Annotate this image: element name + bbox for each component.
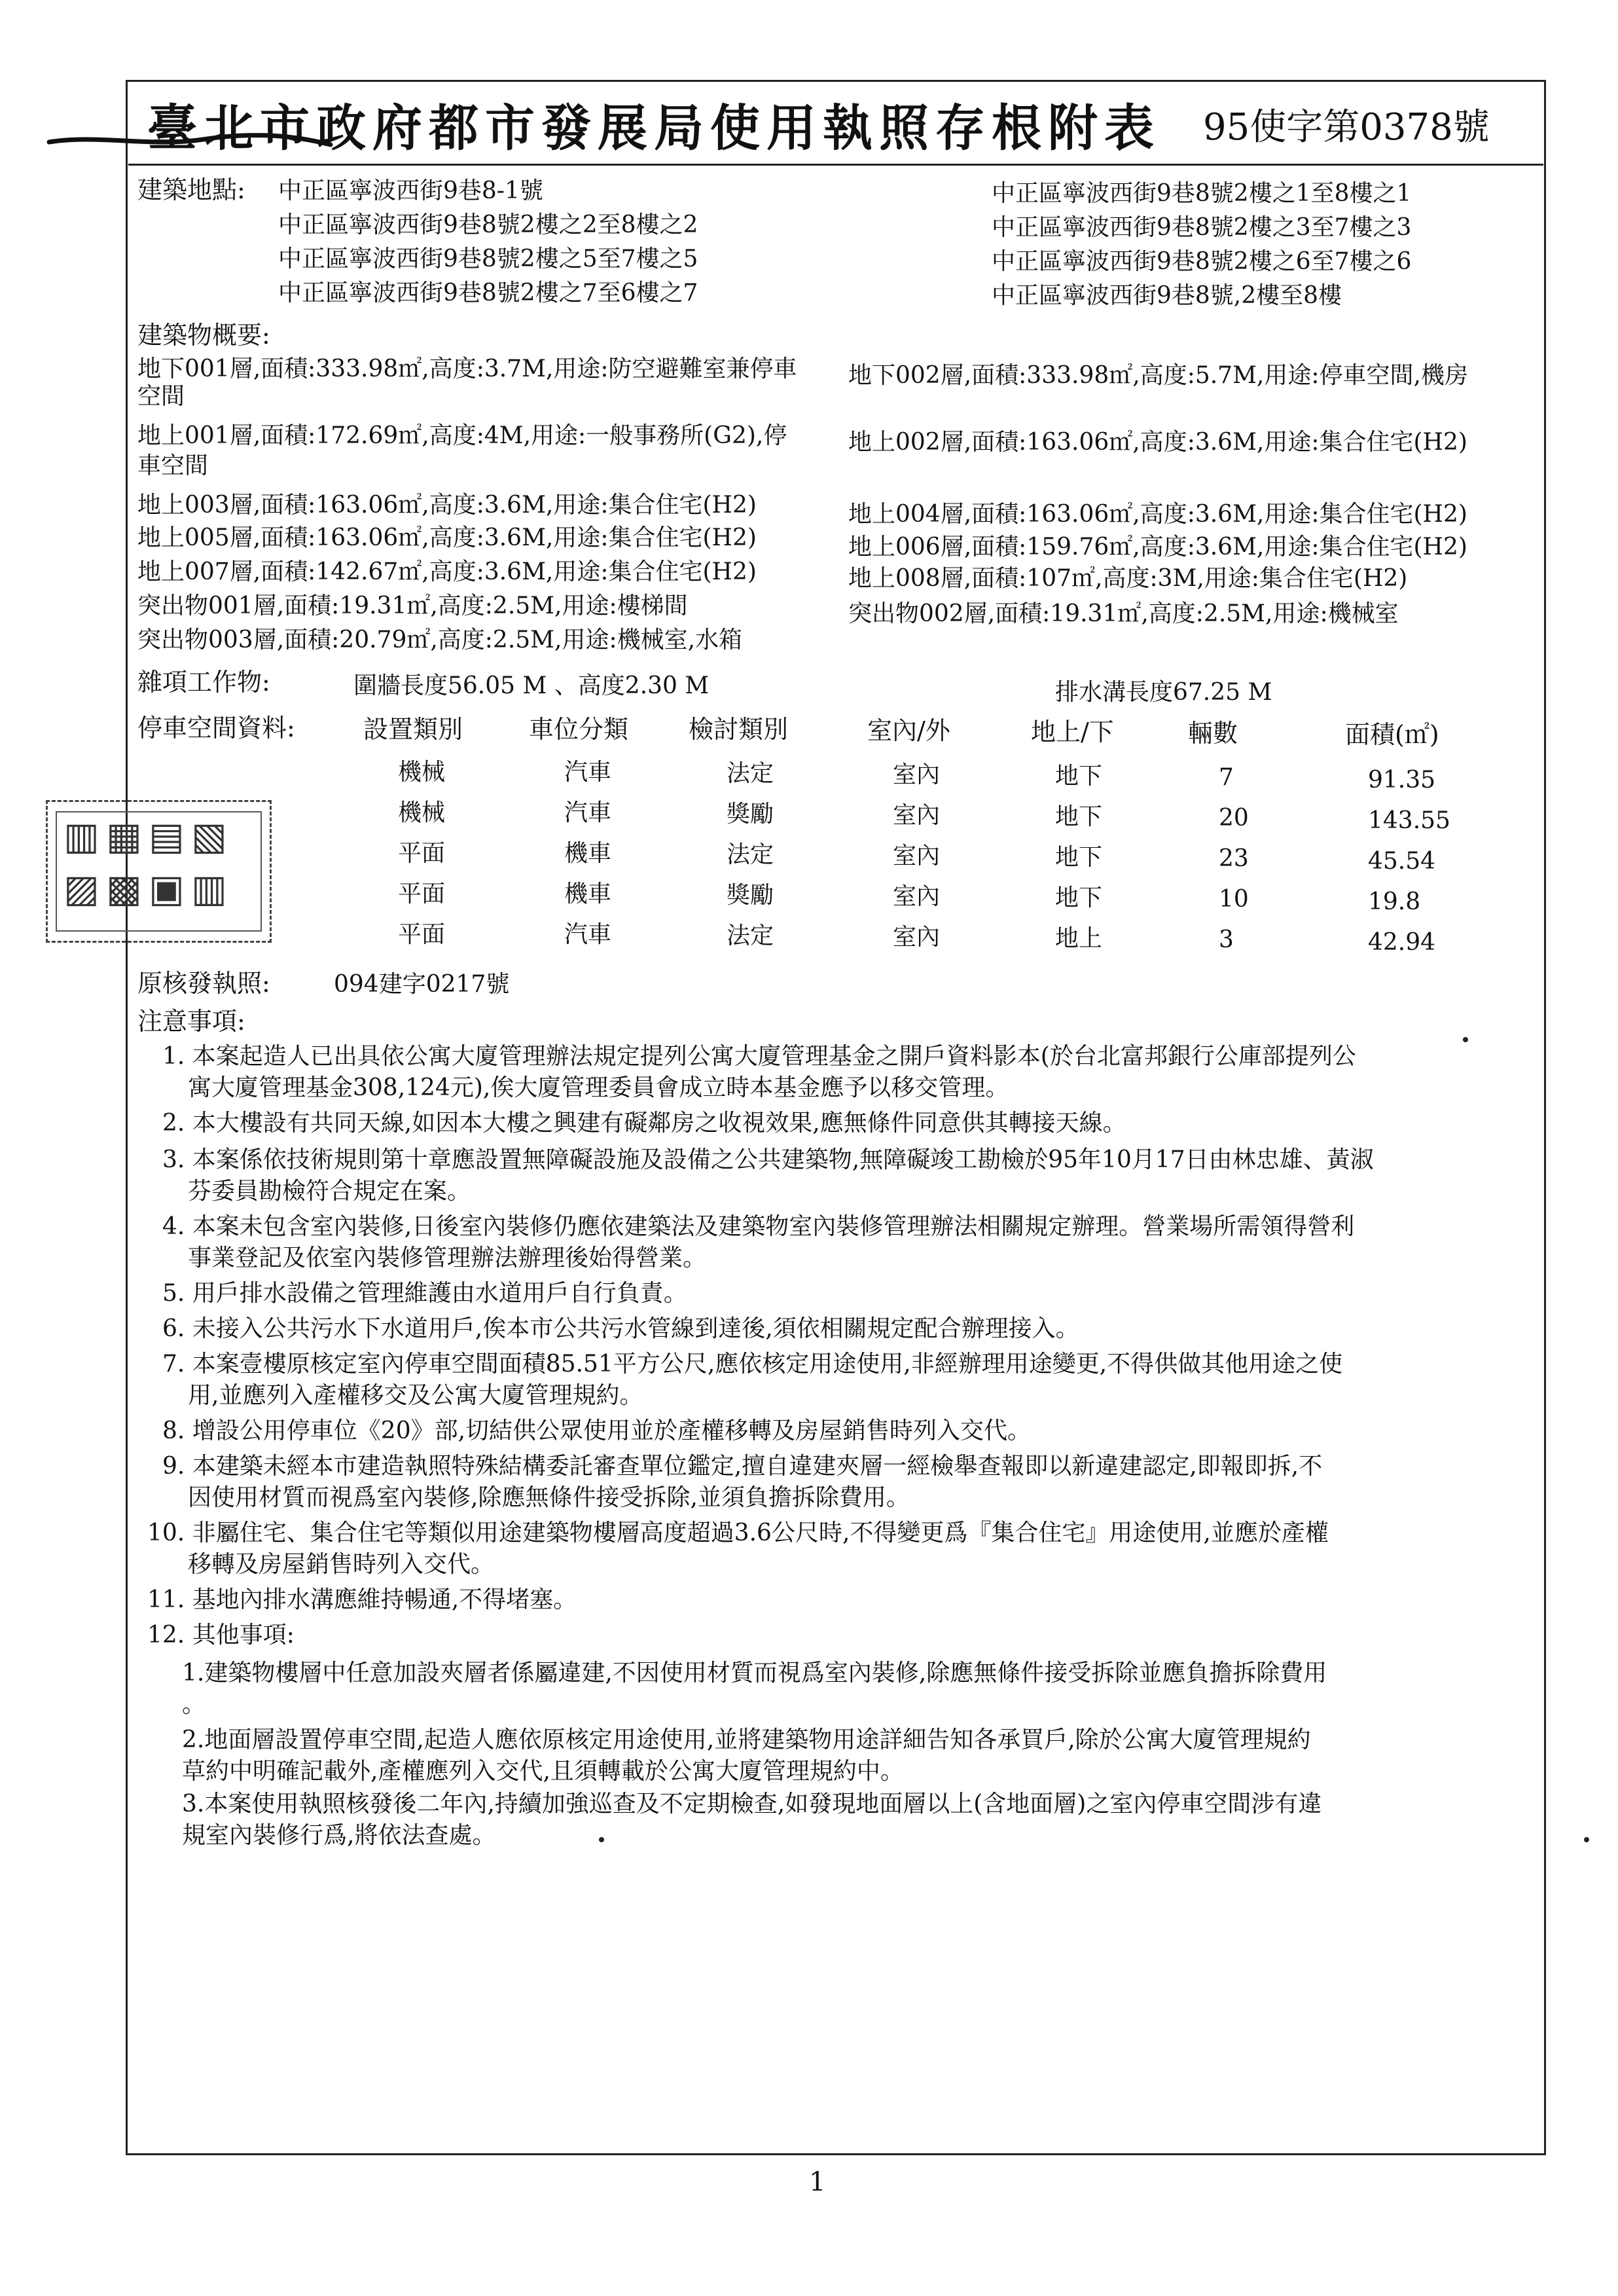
note-line: 2. 本大樓設有共同天線,如因本大樓之興建有礙鄰房之收視效果,應無條件同意供其轉接天線。	[162, 1110, 1126, 1137]
parking-cell: 汽車	[564, 921, 612, 948]
parking-cell: 42.94	[1368, 929, 1436, 956]
official-seal-stamp: ▥ ▦ ▤ ▧ ▨ ▩ ▣ ▥	[46, 800, 272, 943]
parking-cell: 地上	[1055, 925, 1103, 952]
note-line: 3. 本案係依技術規則第十章應設置無障礙設施及設備之公共建築物,無障礙竣工勘檢於95年10月17日由林忠雄、黃淑	[162, 1146, 1374, 1173]
parking-cell: 室內	[893, 843, 941, 869]
parking-cell: 室內	[893, 883, 941, 910]
parking-cell: 汽車	[564, 799, 612, 826]
address-left-1: 中正區寧波西街9巷8-1號	[278, 177, 543, 204]
parking-cell: 法定	[727, 841, 774, 868]
other-note-line: 草約中明確記載外,產權應列入交代,且須轉載於公寓大廈管理規約中。	[182, 1758, 904, 1785]
floor-f1-cont: 車空間	[137, 452, 209, 479]
parking-cell: 機車	[564, 840, 612, 867]
parking-cell: 室內	[893, 761, 941, 788]
note-line: 1. 本案起造人已出具依公寓大廈管理辦法規定提列公寓大廈管理基金之開戶資料影本(於台北富邦銀行公庫部提列公	[162, 1043, 1356, 1070]
note-line: 12. 其他事項:	[147, 1622, 295, 1649]
parking-cell: 地下	[1055, 844, 1103, 871]
title-divider	[128, 164, 1543, 166]
note-line: 11. 基地內排水溝應維持暢通,不得堵塞。	[147, 1586, 577, 1613]
address-left-3: 中正區寧波西街9巷8號2樓之5至7樓之5	[278, 246, 698, 272]
floor-b1: 地下001層,面積:333.98㎡,高度:3.7M,用途:防空避難室兼停車	[137, 355, 797, 382]
page-number: 1	[809, 2167, 826, 2197]
address-left-2: 中正區寧波西街9巷8號2樓之2至8樓之2	[278, 211, 698, 238]
parking-cell: 法定	[727, 922, 774, 949]
parking-label: 停車空間資料:	[137, 714, 295, 742]
address-right-1: 中正區寧波西街9巷8號2樓之1至8樓之1	[992, 180, 1412, 207]
floor-b2: 地下002層,面積:333.98㎡,高度:5.7M,用途:停車空間,機房	[848, 362, 1468, 389]
parking-cell: 汽車	[564, 759, 612, 786]
parking-cell: 20	[1219, 805, 1249, 831]
parking-cell: 機械	[398, 759, 446, 786]
parking-header: 地上/下	[1031, 718, 1114, 746]
parking-cell: 室內	[893, 802, 941, 829]
parking-header: 車位分類	[529, 715, 629, 744]
parking-cell: 地下	[1055, 803, 1103, 830]
floor-f5: 地上005層,面積:163.06㎡,高度:3.6M,用途:集合住宅(H2)	[137, 524, 757, 551]
parking-cell: 法定	[727, 760, 774, 787]
other-note-line: 2.地面層設置停車空間,起造人應依原核定用途使用,並將建築物用途詳細告知各承買戶,除於公寓大廈管理規約	[182, 1726, 1311, 1753]
parking-cell: 室內	[893, 924, 941, 951]
parking-cell: 91.35	[1368, 767, 1436, 793]
ditch-length: 排水溝長度67.25 M	[1055, 679, 1272, 706]
parking-cell: 3	[1219, 926, 1234, 953]
parking-cell: 獎勵	[727, 801, 774, 828]
floor-f4: 地上004層,面積:163.06㎡,高度:3.6M,用途:集合住宅(H2)	[848, 501, 1467, 528]
parking-cell: 45.54	[1368, 848, 1436, 875]
address-left-4: 中正區寧波西街9巷8號2樓之7至6樓之7	[278, 280, 698, 306]
parking-header: 設置類別	[363, 715, 463, 744]
wall-length: 圍牆長度56.05 M 、高度2.30 M	[353, 672, 710, 699]
note-line: 10. 非屬住宅、集合住宅等類似用途建築物樓層高度超過3.6公尺時,不得變更爲『集合住宅』用途使用,並應於產權	[147, 1520, 1329, 1546]
note-line: 移轉及房屋銷售時列入交代。	[188, 1551, 495, 1578]
page-title: 臺北市政府都市發展局使用執照存根附表	[147, 99, 1160, 157]
parking-header: 室內/外	[867, 716, 950, 745]
parking-cell: 143.55	[1368, 807, 1450, 834]
other-note-line: 規室內裝修行爲,將依法查處。	[182, 1822, 496, 1849]
note-line: 用,並應列入產權移交及公寓大廈管理規約。	[188, 1382, 643, 1409]
permit-number: 95使字第0378號	[1203, 106, 1490, 149]
note-line: 事業登記及依室內裝修管理辦法辦理後始得營業。	[188, 1245, 707, 1271]
parking-header: 檢討類別	[689, 715, 789, 744]
parking-header: 輛數	[1188, 719, 1238, 748]
note-line: 5. 用戶排水設備之管理維護由水道用戶自行負責。	[162, 1280, 687, 1307]
other-note-line: 。	[182, 1691, 206, 1718]
parking-cell: 10	[1219, 886, 1249, 913]
address-right-4: 中正區寧波西街9巷8號,2樓至8樓	[992, 282, 1342, 309]
note-line: 寓大廈管理基金308,124元),俟大廈管理委員會成立時本基金應予以移交管理。	[188, 1074, 1009, 1101]
scan-speck	[599, 1837, 604, 1842]
original-permit-label: 原核發執照:	[137, 969, 270, 998]
parking-cell: 23	[1219, 845, 1249, 872]
floor-f6: 地上006層,面積:159.76㎡,高度:3.6M,用途:集合住宅(H2)	[848, 534, 1467, 560]
note-line: 因使用材質而視爲室內裝修,除應無條件接受拆除,並須負擔拆除費用。	[188, 1484, 910, 1511]
address-label: 建築地點:	[137, 175, 245, 204]
parking-cell: 機車	[564, 881, 612, 907]
floor-f3: 地上003層,面積:163.06㎡,高度:3.6M,用途:集合住宅(H2)	[137, 492, 757, 519]
parking-cell: 19.8	[1368, 888, 1421, 915]
scan-speck	[1584, 1837, 1589, 1842]
parking-cell: 平面	[398, 840, 446, 867]
parking-cell: 7	[1219, 764, 1234, 791]
parking-cell: 平面	[398, 881, 446, 907]
address-right-2: 中正區寧波西街9巷8號2樓之3至7樓之3	[992, 214, 1412, 241]
floor-b1-cont: 空間	[137, 383, 185, 410]
floor-f1: 地上001層,面積:172.69㎡,高度:4M,用途:一般事務所(G2),停	[137, 422, 787, 449]
parking-cell: 獎勵	[727, 882, 774, 909]
other-note-line: 3.本案使用執照核發後二年內,持續加強巡查及不定期檢查,如發現地面層以上(含地面層)之室內停車空間涉有違	[182, 1791, 1322, 1817]
note-line: 芬委員勘檢符合規定在案。	[188, 1178, 471, 1205]
scan-speck	[1463, 1037, 1468, 1042]
floor-f2: 地上002層,面積:163.06㎡,高度:3.6M,用途:集合住宅(H2)	[848, 429, 1467, 456]
misc-label: 雜項工作物:	[137, 668, 270, 697]
note-line: 8. 增設公用停車位《20》部,切結供公眾使用並於產權移轉及房屋銷售時列入交代。	[162, 1417, 1032, 1444]
parking-cell: 地下	[1055, 763, 1103, 790]
other-note-line: 1.建築物樓層中任意加設夾層者係屬違建,不因使用材質而視爲室內裝修,除應無條件接受拆除並應負擔拆除費用	[182, 1660, 1327, 1686]
floor-f7: 地上007層,面積:142.67㎡,高度:3.6M,用途:集合住宅(H2)	[137, 558, 757, 585]
parking-header: 面積(㎡)	[1345, 720, 1439, 749]
notes-label: 注意事項:	[137, 1007, 245, 1036]
note-line: 6. 未接入公共污水下水道用戶,俟本市公共污水管線到達後,須依相關規定配合辦理接入。	[162, 1315, 1079, 1342]
original-permit-value: 094建字0217號	[334, 971, 510, 998]
note-line: 9. 本建築未經本市建造執照特殊結構委託審查單位鑑定,擅自違建夾層一經檢舉查報即以新違建認定,即報即拆,不	[162, 1453, 1323, 1480]
note-line: 7. 本案壹樓原核定室內停車空間面積85.51平方公尺,應依核定用途使用,非經辦理用途變更,不得供做其他用途之使	[162, 1351, 1343, 1377]
floor-r1: 突出物001層,面積:19.31㎡,高度:2.5M,用途:樓梯間	[137, 592, 688, 619]
parking-cell: 地下	[1055, 884, 1103, 911]
address-right-3: 中正區寧波西街9巷8號2樓之6至7樓之6	[992, 248, 1412, 275]
floor-r2: 突出物002層,面積:19.31㎡,高度:2.5M,用途:機械室	[848, 600, 1399, 627]
note-line: 4. 本案未包含室內裝修,日後室內裝修仍應依建築法及建築物室內裝修管理辦法相關規定辦理。營業場所需領得營利	[162, 1213, 1355, 1240]
building-label: 建築物概要:	[137, 321, 270, 350]
floor-r3: 突出物003層,面積:20.79㎡,高度:2.5M,用途:機械室,水箱	[137, 627, 743, 653]
floor-f8: 地上008層,面積:107㎡,高度:3M,用途:集合住宅(H2)	[848, 565, 1408, 592]
parking-cell: 機械	[398, 799, 446, 826]
parking-cell: 平面	[398, 921, 446, 948]
